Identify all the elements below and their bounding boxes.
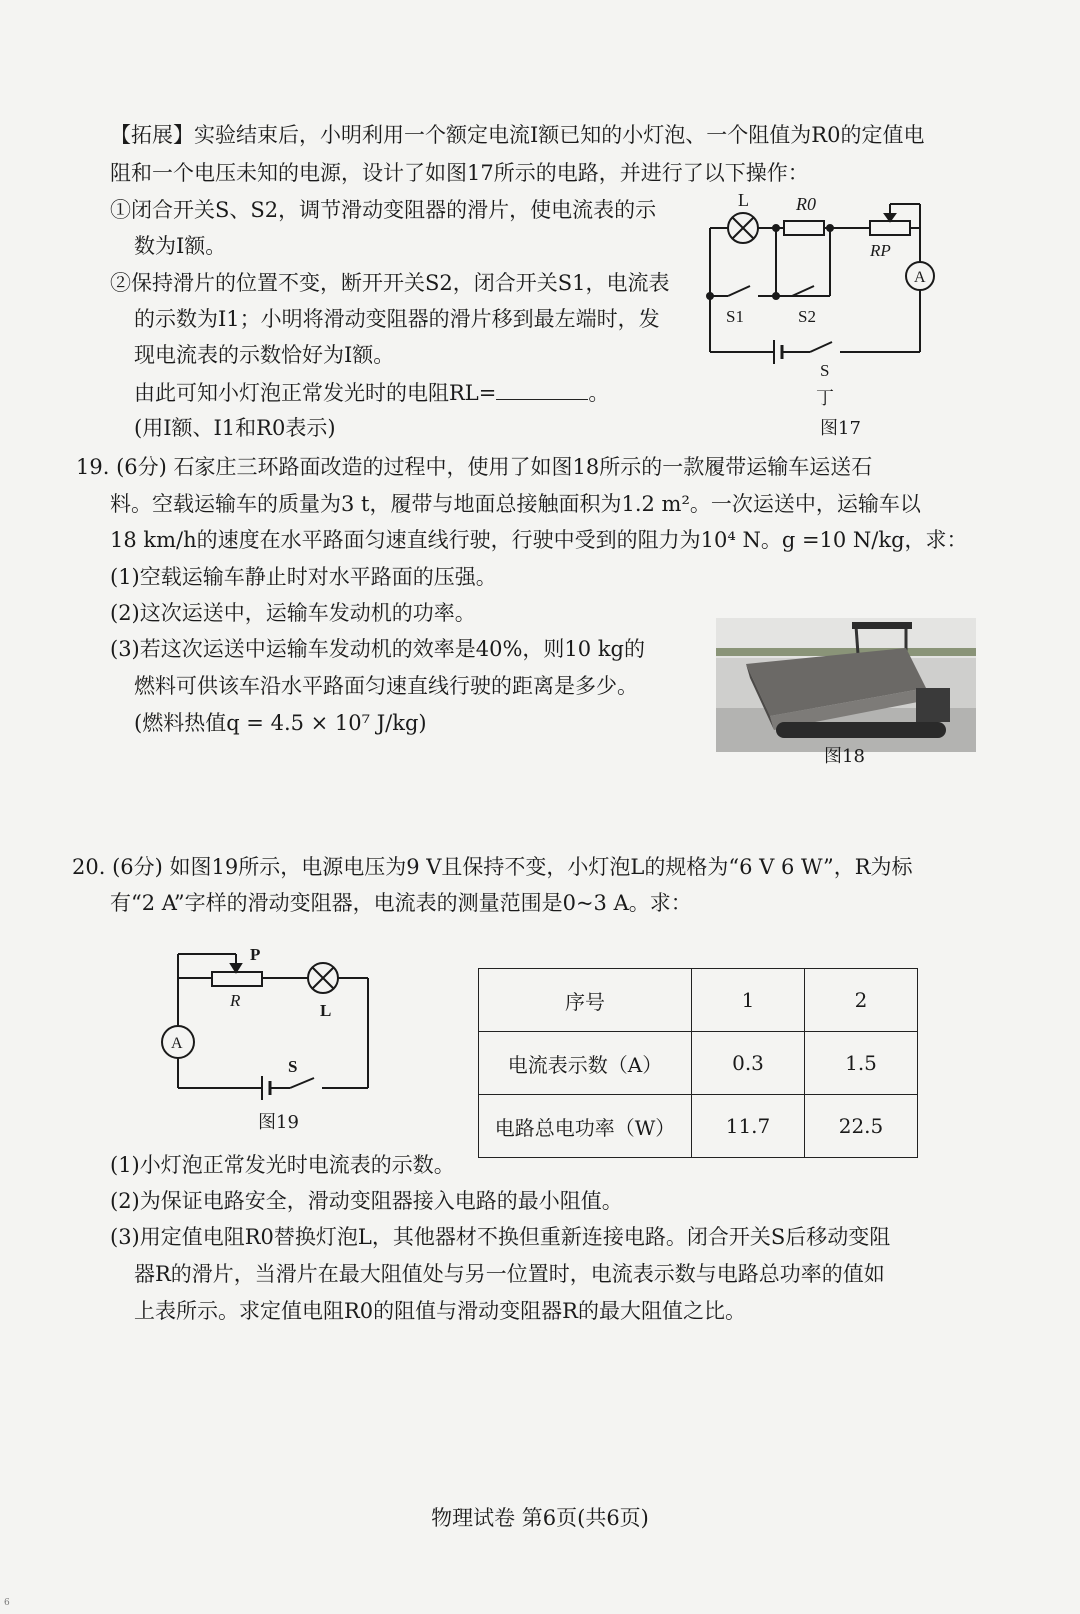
label-l: L (320, 1001, 332, 1020)
resistor-r0-symbol (784, 221, 824, 235)
table-cell: 电路总电功率（W） (479, 1095, 692, 1158)
q19-part-3a: (3)若这次运送中运输车发动机的效率是40%，则10 kg的 (110, 637, 645, 661)
figure-18-photo (716, 618, 976, 752)
table-cell: 11.7 (692, 1095, 805, 1158)
extension-result-end: 。 (588, 381, 610, 405)
extension-step-2c: 现电流表的示数恰好为I额。 (134, 343, 395, 367)
q20-line-2: 有“2 A”字样的滑动变阻器，电流表的测量范围是0~3 A。求： (110, 891, 692, 915)
rheostat-rp-symbol (870, 221, 910, 235)
q20-part-2: (2)为保证电路安全，滑动变阻器接入电路的最小阻值。 (110, 1189, 623, 1213)
q19-part-3c: (燃料热值q = 4.5 × 10⁷ J/kg) (134, 711, 427, 735)
q19-part-2: (2)这次运送中，运输车发动机的功率。 (110, 601, 476, 625)
q20-part-3c: 上表所示。求定值电阻R0的阻值与滑动变阻器R的最大阻值之比。 (134, 1299, 746, 1323)
table-row (479, 1032, 918, 1095)
extension-step-1b: 数为I额。 (134, 234, 227, 258)
table-cell: 0.3 (692, 1032, 805, 1095)
extension-result (134, 378, 609, 408)
q20-part-3b: 器R的滑片，当滑片在最大阻值处与另一位置时，电流表示数与电路总功率的值如 (134, 1262, 885, 1286)
q19-part-1: (1)空载运输车静止时对水平路面的压强。 (110, 565, 497, 589)
extension-note: (用I额、I1和R0表示) (134, 416, 336, 440)
extension-line-2: 阻和一个电压未知的电源，设计了如图17所示的电路，并进行了以下操作： (110, 161, 809, 185)
figure-17-caption: 图17 (820, 418, 861, 439)
figure-19-caption: 图19 (258, 1112, 299, 1133)
table-cell: 电流表示数（A） (479, 1032, 692, 1095)
extension-step-1a: ①闭合开关S、S2，调节滑动变阻器的滑片，使电流表的示 (110, 198, 657, 222)
page-mark: 6 (4, 1598, 10, 1608)
figure-18-caption: 图18 (824, 746, 865, 767)
extension-line-1: 【拓展】实验结束后，小明利用一个额定电流I额已知的小灯泡、一个阻值为R0的定值电 (110, 123, 925, 147)
q19-line-3: 18 km/h的速度在水平路面匀速直线行驶，行驶中受到的阻力为10⁴ N。g =10 N/kg，求： (110, 528, 968, 552)
table-header-cell: 2 (805, 969, 918, 1032)
label-r0: R0 (796, 194, 816, 214)
data-table (478, 968, 918, 1158)
label-a: A (914, 269, 926, 286)
extension-step-2a: ②保持滑片的位置不变，断开开关S2，闭合开关S1，电流表 (110, 271, 670, 295)
rheostat-r-symbol (212, 972, 262, 986)
label-p: P (250, 945, 261, 964)
label-s1: S1 (726, 307, 744, 326)
table-header-cell: 序号 (479, 969, 692, 1032)
q20-line-1: 20. (6分) 如图19所示，电源电压为9 V且保持不变，小灯泡L的规格为“6 V 6 W”，R为标 (72, 855, 913, 879)
figure-19-circuit (150, 940, 390, 1110)
q19-line-1: 19. (6分) 石家庄三环路面改造的过程中，使用了如图18所示的一款履带运输车运送石 (76, 455, 873, 479)
label-rp: RP (870, 241, 891, 260)
extension-result-text: 由此可知小灯泡正常发光时的电阻RL= (134, 381, 497, 405)
table-header-row (479, 969, 918, 1032)
q19-line-2: 料。空载运输车的质量为3 t，履带与地面总接触面积为1.2 m²。一次运送中，运输车以 (110, 492, 921, 516)
label-s2: S2 (798, 307, 816, 326)
label-l: L (738, 190, 749, 210)
label-s: S (288, 1057, 298, 1076)
q19-part-3b: 燃料可供该车沿水平路面匀速直线行驶的距离是多少。 (134, 674, 638, 698)
figure-17-circuit (700, 186, 960, 426)
tracked-truck-icon (716, 618, 976, 752)
q20-part-3a: (3)用定值电阻R0替换灯泡L，其他器材不换但重新连接电路。闭合开关S后移动变阻 (110, 1225, 891, 1249)
table-row (479, 1095, 918, 1158)
label-s: S (820, 361, 830, 380)
q20-part-1: (1)小灯泡正常发光时电流表的示数。 (110, 1153, 455, 1177)
table-header-cell: 1 (692, 969, 805, 1032)
label-r: R (230, 991, 241, 1010)
table-cell: 1.5 (805, 1032, 918, 1095)
answer-blank (496, 379, 588, 400)
table-cell: 22.5 (805, 1095, 918, 1158)
label-a: A (171, 1035, 183, 1052)
page-footer: 物理试卷 第6页(共6页) (431, 1506, 649, 1530)
extension-step-2b: 的示数为I1；小明将滑动变阻器的滑片移到最左端时，发 (134, 307, 660, 331)
label-ding: 丁 (816, 388, 834, 408)
